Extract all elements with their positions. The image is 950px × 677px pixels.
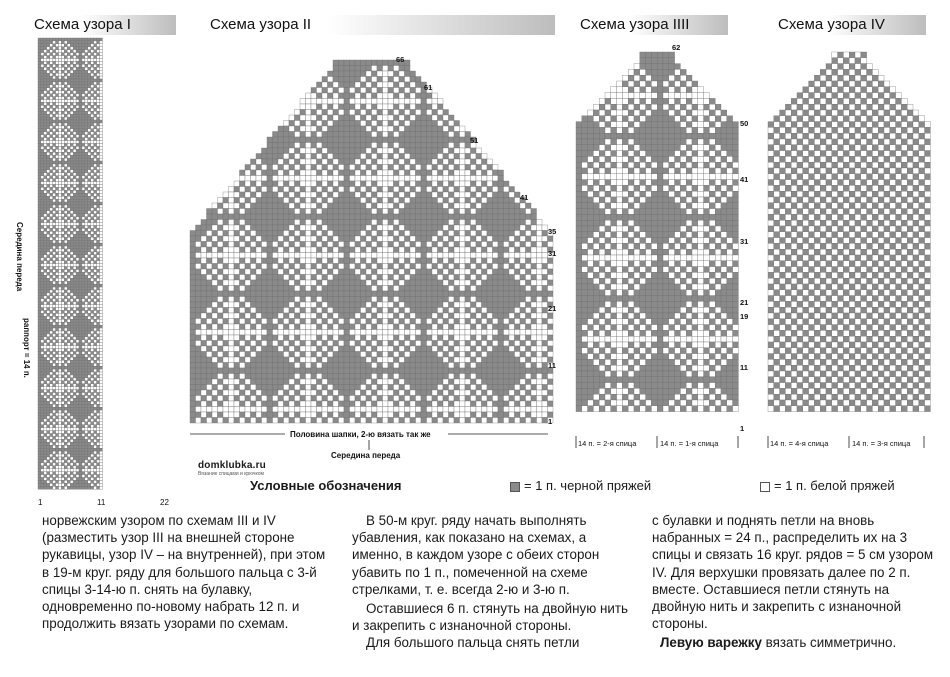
text-column-1 — [42, 512, 326, 632]
col2-paragraph-1: В 50-м круг. ряду начать выполнять убавления, как показано на схемах, а именно, в каждом узоре с обеих сторон убавить по 1 п., помеченной на схеме стрелками, т. е. всегда 2-ю и 3-ю п. — [352, 513, 600, 597]
scheme-4-header: Схема узора IV — [774, 15, 926, 35]
scheme-2-row-35: 35 — [548, 227, 557, 236]
legend-white: = 1 п. белой пряжей — [760, 478, 895, 493]
scheme-3-row-62: 62 — [672, 43, 681, 52]
scheme-2-caption: Половина шапки, 2-ю вязать так же — [290, 430, 431, 439]
text-column-3 — [652, 512, 936, 652]
scheme-4-caption-left: 14 п. = 4-я спица — [770, 439, 829, 448]
scheme-3-caption-right: 14 п. = 1-я спица — [660, 439, 719, 448]
scheme-2-row-11: 11 — [548, 361, 556, 370]
scheme-1-header: Схема узора I — [30, 15, 176, 35]
scheme-2-row-66: 66 — [396, 55, 405, 64]
scheme-2-row-31: 31 — [548, 249, 557, 258]
legend-black: = 1 п. черной пряжей — [510, 478, 651, 493]
brand-name: domklubka.ru — [198, 460, 266, 471]
col3-paragraph-2: Левую варежку вязать симметрично. — [660, 635, 897, 651]
scheme-3-row-1: 1 — [740, 424, 745, 433]
scheme-2-header: Схема узора II — [206, 15, 555, 35]
scheme-3-caption-left: 14 п. = 2-я спица — [578, 439, 637, 448]
scheme-1-side-label-repeat: раппорт = 14 п. — [22, 318, 31, 378]
scheme-4-caption-right: 14 п. = 3-я спица — [852, 439, 911, 448]
scheme-3-row-41: 41 — [740, 175, 749, 184]
col3-paragraph-1: с булавки и поднять петли на вновь набранных = 24 п., распределить их на 3 спицы и связать 16 круг. рядов = 5 см узором IV. Для верхушки провязать далее по 2 п. вместе. Оставшиеся петли стянуть на двойную нить и закрепить с изнаночной стороны. — [652, 513, 934, 632]
text-column-2 — [352, 512, 635, 652]
col1-paragraph: норвежским узором по схемам III и IV (разместить узор III на внешней стороне рукавицы, узор IV – на внутренней), при этом в 19-м круг. ряду для большого пальца с 3-й спицы 3-14-ю п. снять на булавку, одновременно по-новому набрать 12 п. и продолжить вязать узорами по схемам. — [42, 513, 326, 632]
scheme-2-row-61: 61 — [424, 83, 433, 92]
scheme-2-row-41: 41 — [520, 193, 529, 202]
legend-title: Условные обозначения — [250, 478, 402, 493]
scheme-1-side-label-center: Середина переда — [15, 222, 24, 292]
scheme-3-row-19: 19 — [740, 312, 749, 321]
scheme-2-center-label: Середина переда — [331, 451, 401, 460]
col3-bold-phrase: Левую варежку — [660, 635, 762, 651]
scheme-3-header: Схема узора IIII — [576, 15, 728, 35]
scheme-2-row-21: 21 — [548, 304, 557, 313]
scheme-1-col-22: 22 — [160, 498, 169, 507]
brand-tagline: Вязание спицами и крючком — [198, 471, 264, 477]
black-swatch-icon — [510, 482, 520, 492]
brand-logo — [198, 460, 266, 477]
white-swatch-icon — [760, 482, 770, 492]
scheme-2-row-51: 51 — [470, 136, 479, 145]
scheme-1-col-1: 1 — [38, 498, 43, 507]
scheme-3-row-50: 50 — [740, 119, 749, 128]
col2-paragraph-3: Для большого пальца снять петли — [366, 635, 580, 651]
scheme-3-row-21: 21 — [740, 298, 749, 307]
scheme-1-col-11: 11 — [97, 498, 106, 507]
scheme-3-row-31: 31 — [740, 237, 749, 246]
col2-paragraph-2: Оставшиеся 6 п. стянуть на двойную нить и закрепить с изнаночной стороны. — [352, 601, 628, 634]
scheme-2-row-1: 1 — [548, 417, 553, 426]
scheme-3-row-11: 11 — [740, 363, 748, 372]
